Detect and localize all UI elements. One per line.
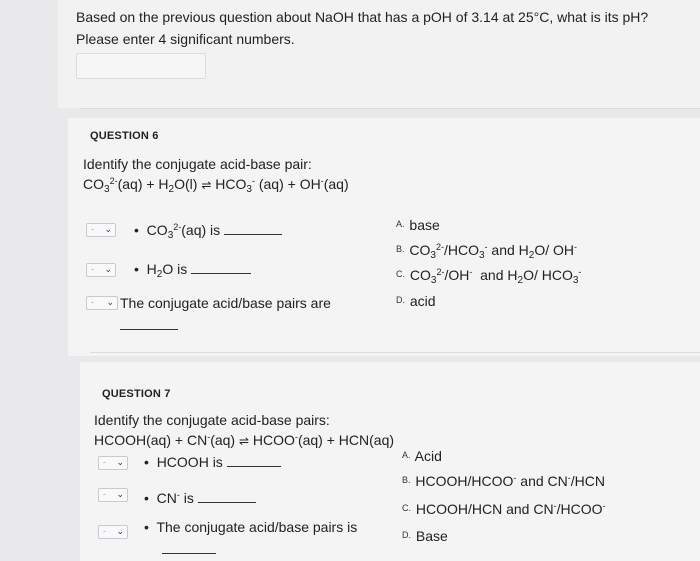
q7-choice-d: $^{D.}$ Base bbox=[402, 528, 448, 544]
chevron-down-icon: ⌄ bbox=[104, 264, 112, 274]
chevron-down-icon: ⌄ bbox=[116, 489, 124, 499]
q7-item3: • The conjugate acid/base pairs is bbox=[144, 519, 358, 535]
equation-display: $CO_3^{2-}(aq) + H_2O(l)$ ⇌ $HCO_3^-$ (aq) + OH-(aq) bbox=[83, 176, 349, 195]
q6-item1-dropdown[interactable]: - ⌄ bbox=[86, 223, 116, 237]
question-7-equation bbox=[94, 432, 394, 448]
q6-choice-a: $^{A.}$ base bbox=[396, 217, 440, 233]
q6-item3-blank bbox=[120, 328, 178, 330]
divider bbox=[80, 108, 700, 109]
q7-item3-dropdown[interactable]: - ⌄ bbox=[98, 525, 128, 539]
q6-item2-dropdown[interactable]: - ⌄ bbox=[86, 263, 116, 277]
q7-item1: • HCOOH is bbox=[144, 454, 281, 470]
q6-choice-b: $^{B.}$ $CO_3^{2-}/HCO_3^-$ and $H_2O/$ OH- bbox=[396, 242, 578, 261]
q6-item1: • $CO_3^{2-}(aq)$ is bbox=[134, 222, 282, 241]
chevron-down-icon: ⌄ bbox=[116, 526, 124, 536]
chevron-down-icon: ⌄ bbox=[106, 297, 114, 307]
prev-question-text-line2: Please enter 4 significant numbers. bbox=[76, 31, 295, 47]
q6-item3-label: The conjugate acid/base pairs are bbox=[120, 295, 331, 311]
divider bbox=[90, 352, 700, 353]
question-6-prompt: Identify the conjugate acid-base pair: bbox=[83, 156, 312, 172]
q7-item2: • CN- is bbox=[144, 490, 256, 506]
question-7-panel bbox=[80, 362, 700, 561]
prev-question-text-line1: Based on the previous question about NaOH that has a pOH of 3.14 at 25°C, what is its pH? bbox=[76, 9, 649, 25]
q6-choice-d: $^{D.}$ acid bbox=[396, 293, 436, 309]
question-6-equation bbox=[83, 176, 349, 195]
q7-choice-b: $^{B.}$ HCOOH/HCOO- and CN-/HCN bbox=[402, 473, 605, 489]
q7-item3-blank bbox=[162, 552, 216, 554]
question-7-prompt: Identify the conjugate acid-base pairs: bbox=[94, 412, 330, 428]
q7-choice-a: $^{A.}$ Acid bbox=[402, 448, 442, 464]
q6-item2: • $H_2O$ is bbox=[134, 261, 251, 280]
q6-choice-c: $^{C.}$ $CO_3^{2-}/OH^-$ and $H_2O/$ $HCO_3^-$ bbox=[396, 267, 582, 286]
prev-question-panel bbox=[58, 0, 700, 108]
question-7-title: QUESTION 7 bbox=[102, 388, 171, 400]
question-6-panel bbox=[68, 118, 700, 356]
chevron-down-icon: ⌄ bbox=[116, 457, 124, 467]
question-6-title: QUESTION 6 bbox=[90, 130, 159, 142]
chevron-down-icon: ⌄ bbox=[104, 224, 112, 234]
q7-item1-dropdown[interactable]: - ⌄ bbox=[98, 456, 128, 470]
q6-item3-dropdown[interactable]: - ⌄ bbox=[86, 296, 118, 310]
equation-display: HCOOH(aq) + CN-(aq) ⇌ HCOO-(aq) + HCN(aq) bbox=[94, 432, 395, 448]
ph-answer-input[interactable] bbox=[76, 53, 206, 79]
q7-item2-dropdown[interactable]: - ⌄ bbox=[98, 488, 128, 502]
q7-choice-c: $^{C.}$ HCOOH/HCN and CN-/HCOO- bbox=[402, 501, 606, 517]
